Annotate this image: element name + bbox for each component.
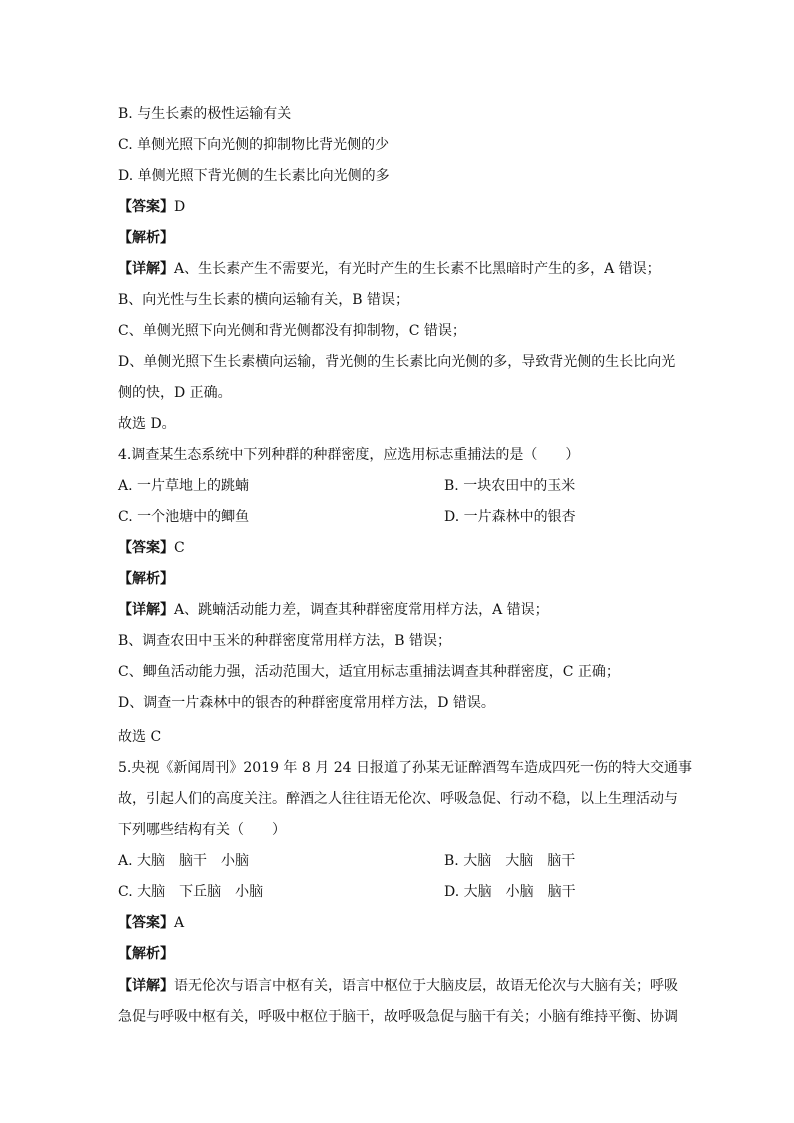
q5-option-d: D. 大脑 小脑 脑干 [444, 884, 576, 900]
q4-stem: 4.调查某生态系统中下列种群的种群密度，应选用标志重捕法的是（ ） [118, 447, 580, 463]
q5-option-a: A. 大脑 脑干 小脑 [118, 853, 250, 869]
detail-text: A、生长素产生不需要光，有光时产生的生长素不比黑暗时产生的多，A 错误； [174, 261, 661, 277]
q3-detail-3: C、单侧光照下向光侧和背光侧都没有抑制物，C 错误； [118, 323, 466, 339]
q5-stem-line-3: 下列哪些结构有关（ ） [118, 822, 286, 838]
q5-option-c: C. 大脑 下丘脑 小脑 [118, 884, 264, 900]
q3-analysis-label: 【解析】 [118, 230, 174, 246]
q3-detail-4b: 侧的快，D 正确。 [118, 385, 232, 401]
q3-option-d: D. 单侧光照下背光侧的生长素比向光侧的多 [118, 168, 390, 184]
q4-detail-4: D、调查一片森林中的银杏的种群密度常用样方法，D 错误。 [118, 695, 495, 711]
q5-analysis-label: 【解析】 [118, 946, 174, 962]
q3-choice: 故选 D。 [118, 416, 176, 432]
answer-label: 【答案】 [118, 199, 174, 215]
answer-value: D [174, 199, 186, 215]
answer-label: 【答案】 [118, 915, 174, 931]
q4-option-d: D. 一片森林中的银杏 [444, 509, 576, 525]
q3-answer [118, 197, 678, 217]
q5-detail-2: 急促与呼吸中枢有关，呼吸中枢位于脑干，故呼吸急促与脑干有关；小脑有维持平衡、协调 [118, 1009, 678, 1025]
q3-detail-1 [118, 259, 678, 279]
answer-value: C [174, 540, 185, 556]
answer-label: 【答案】 [118, 540, 174, 556]
detail-text: 语无伦次与语言中枢有关，语言中枢位于大脑皮层，故语无伦次与大脑有关；呼吸 [174, 978, 678, 994]
q3-option-c: C. 单侧光照下向光侧的抑制物比背光侧的少 [118, 137, 390, 153]
q4-answer [118, 538, 678, 558]
detail-text: A、跳蝻活动能力差，调查其种群密度常用样方法，A 错误； [174, 602, 549, 618]
detail-label: 【详解】 [118, 978, 174, 994]
q4-option-c: C. 一个池塘中的鲫鱼 [118, 509, 250, 525]
q4-analysis-label: 【解析】 [118, 571, 174, 587]
q4-choice: 故选 C [118, 729, 162, 745]
detail-label: 【详解】 [118, 602, 174, 618]
q4-detail-2: B、调查农田中玉米的种群密度常用样方法，B 错误； [118, 633, 452, 649]
q5-stem-line-1: 5.央视《新闻周刊》2019 年 8 月 24 日报道了孙某无证醉酒驾车造成四死一伤的特大交通事 [118, 760, 692, 776]
q4-detail-1 [118, 600, 678, 620]
q3-detail-2: B、向光性与生长素的横向运输有关，B 错误； [118, 292, 410, 308]
q3-option-b: B. 与生长素的极性运输有关 [118, 106, 292, 122]
q5-option-b: B. 大脑 大脑 脑干 [444, 853, 576, 869]
answer-value: A [174, 915, 185, 931]
q4-detail-3: C、鲫鱼活动能力强，活动范围大，适宜用标志重捕法调查其种群密度，C 正确； [118, 664, 620, 680]
q5-answer [118, 913, 678, 933]
detail-label: 【详解】 [118, 261, 174, 277]
q5-stem-line-2: 故，引起人们的高度关注。醉酒之人往往语无伦次、呼吸急促、行动不稳，以上生理活动与 [118, 791, 678, 807]
q4-option-b: B. 一块农田中的玉米 [444, 478, 576, 494]
q5-detail-1 [118, 976, 678, 996]
q4-option-a: A. 一片草地上的跳蝻 [118, 478, 250, 494]
q3-detail-4a: D、单侧光照下生长素横向运输，背光侧的生长素比向光侧的多，导致背光侧的生长比向光 [118, 354, 676, 370]
